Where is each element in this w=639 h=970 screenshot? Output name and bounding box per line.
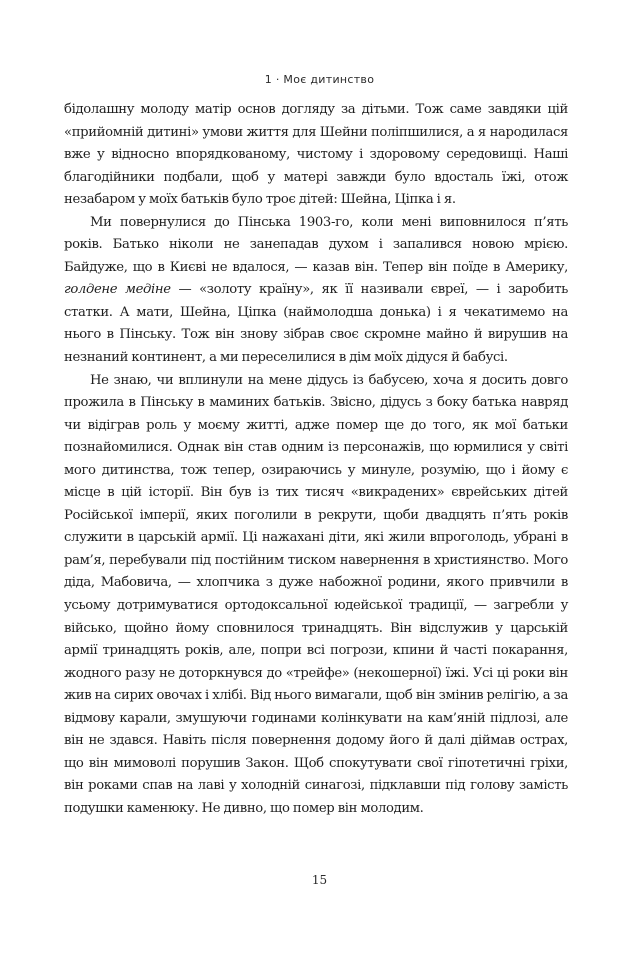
paragraph-2-italic-term: голдене медіне xyxy=(64,282,171,298)
page-number: 15 xyxy=(311,873,328,887)
paragraph-2-text-b: — «золоту країну», як її називали євреї, — і заробить статки. А мати, Шейна, Ціпка (наймолодша донька) і я чекатимемо на нього в Пінську. Тож він знову зібрав своє скромне майно й вирушив на незнаний континент, а ми переселилися в дім моїх дідуся й бабусі. xyxy=(64,282,568,366)
paragraph-2-text-a: Ми повернулися до Пінська 1903-го, коли мені виповнилося п’ять років. Батько ніколи не занепадав духом і запалився новою мрією. Байдуже, що в Києві не вдалося, — казав він. Тепер він поїде в Америку, xyxy=(64,214,568,275)
running-head: 1 · Моє дитинство xyxy=(264,73,375,86)
paragraph-2 xyxy=(64,212,568,370)
page-body xyxy=(64,99,568,821)
paragraph-3-text: Не знаю, чи вплинули на мене дідусь із бабусею, хоча я досить довго прожила в Пінську в маминих батьків. Звісно, дідусь з боку батька навряд чи відіграв роль у моєму житті, адже помер ще до того, як мої батьки познайомилися. Однак він став одним із персонажів, що юрмилися у світі мого дитинства, тож тепер, озираючись у минуле, розумію, що і йому є місце в цій історії. Він був із тих тисяч «викрадених» єврейських дітей Російської імперії, яких поголили в рекрути, щоби двадцять п’ять років служити в царській армії. Ці нажахані діти, які жили впроголодь, убрані в рам’я, перебували під постійним тиском навернення в християнство. Мого діда, Мабовича, — хлопчика з дуже набожної родини, якого привчили в усьому дотримуватися ортодоксальної юдейської традиції, — загребли у військо, щойно йому сповнилося тринадцять. Він відслужив у царській армії тринадцять років, але, попри всі погрози, кпини й часті покарання, жодного разу не доторкнувся до «трейфе» (некошерної) їжі. Усі ці роки він жив на сирих овочах і хлібі. Від нього вимагали, щоб він змінив релігію, а за відмову карали, змушуючи годинами колінкувати на кам’яній підлозі, але він не здався. Навіть після повернення додому його й далі діймав острах, що він мимоволі порушив Закон. Щоб спокутувати свої гіпотетичні гріхи, він роками спав на лаві у холодній синагозі, підклавши під голову замість подушки каменюку. Не дивно, що помер він молодим. xyxy=(64,372,568,816)
paragraph-3 xyxy=(64,370,568,821)
paragraph-1-text: бідолашну молоду матір основ догляду за дітьми. Тож саме завдяки цій «прийомній дитині» умови життя для Шейни поліпшилися, а я народилася вже у відносно впорядкованому, чистому і здоровому середовищі. Наші благодійники подбали, щоб у матері завжди було вдосталь їжі, отож незабаром у моїх батьків було троє дітей: Шейна, Ціпка і я. xyxy=(64,102,568,208)
paragraph-1 xyxy=(64,99,568,212)
